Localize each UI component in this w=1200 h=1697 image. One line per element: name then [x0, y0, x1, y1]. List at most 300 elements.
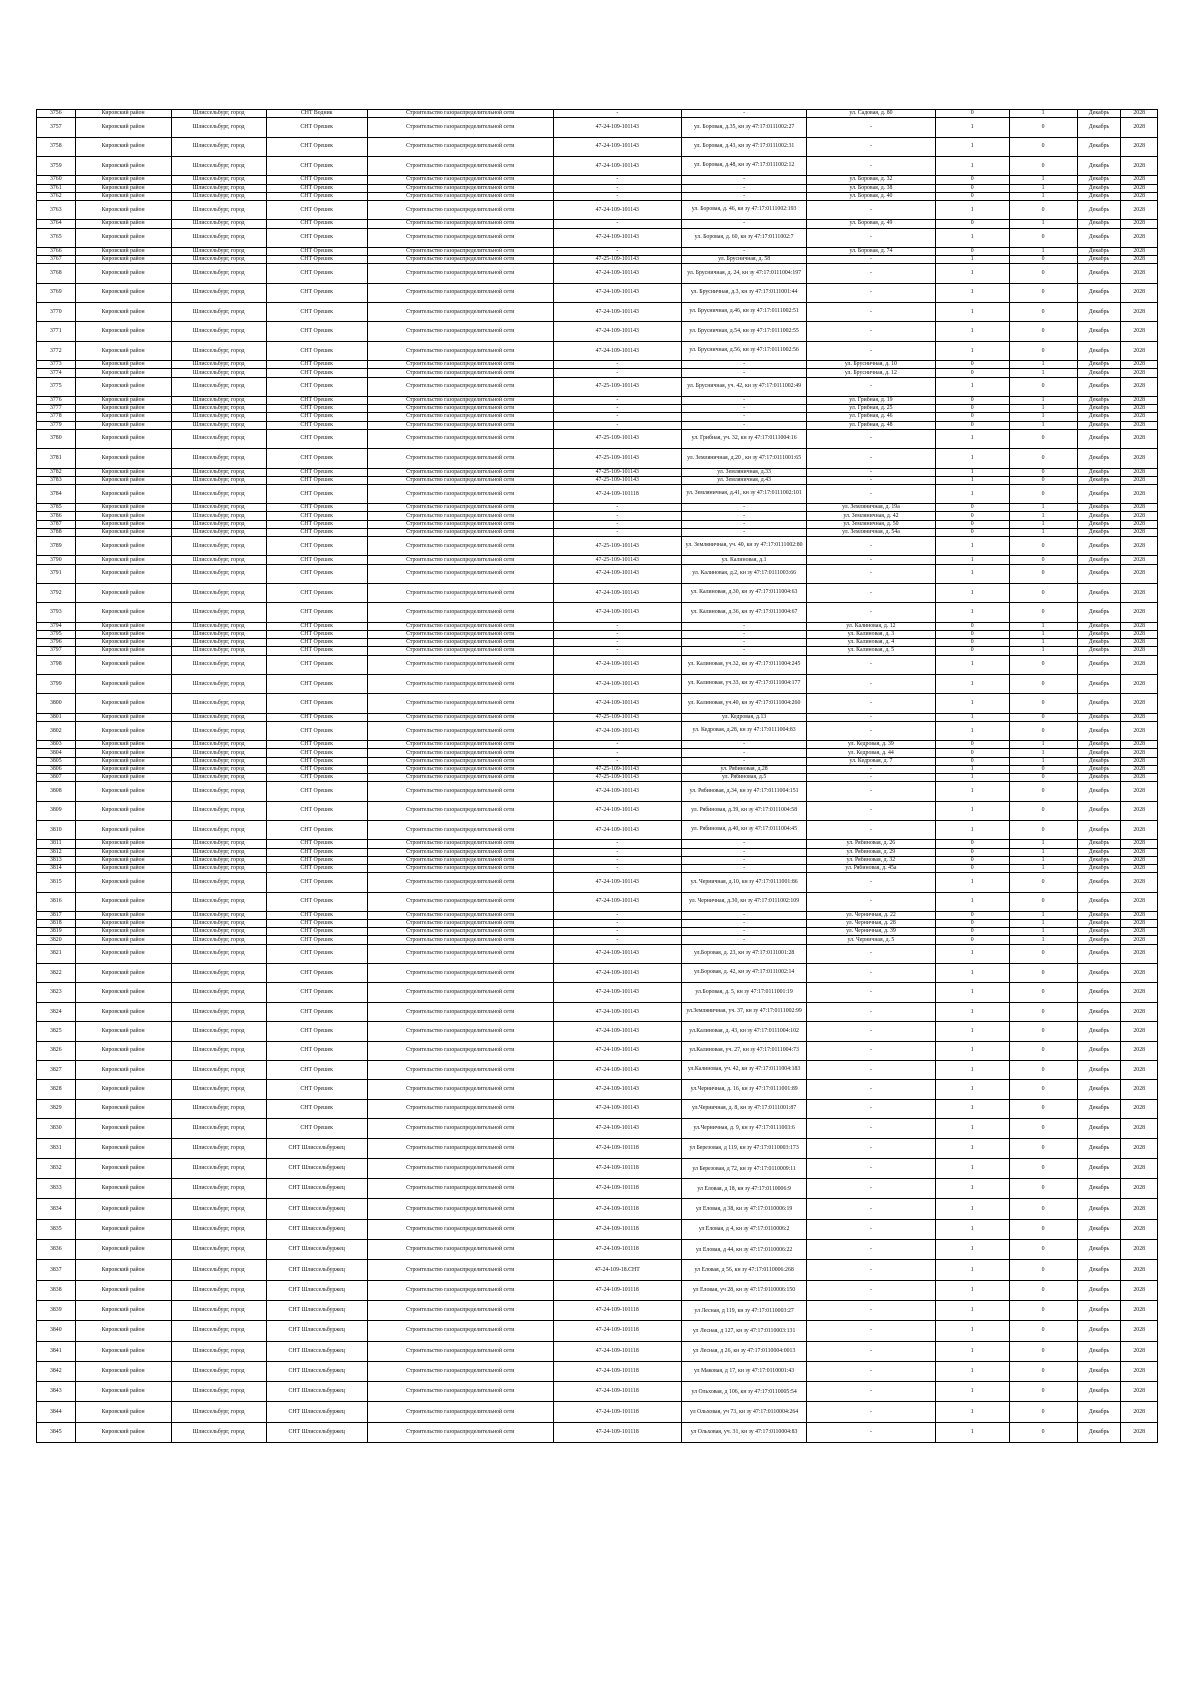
- cell-object-code: -: [553, 864, 681, 872]
- cell-row-number: 3813: [37, 856, 76, 864]
- cell-settlement: Шлиссельбург, город: [171, 303, 266, 322]
- table-row: [37, 421, 1158, 429]
- cell-month: Декабрь: [1077, 484, 1121, 503]
- cell-month: Декабрь: [1077, 341, 1121, 360]
- cell-object-code: -: [553, 405, 681, 413]
- cell-count-gasified: 1: [935, 1300, 1009, 1320]
- cell-row-number: 3786: [37, 512, 76, 520]
- cell-snt-name: СНТ Орешек: [266, 1061, 367, 1080]
- cell-year: 2028: [1121, 928, 1158, 936]
- cell-district: Кировский район: [75, 1099, 171, 1118]
- cell-count-pending: 1: [1009, 512, 1077, 520]
- cell-address-gasified: ул Ольховая, д 106, кн зу 47:17:0110005:54: [681, 1382, 806, 1402]
- cell-object-code: 47-24-109-101118: [553, 1280, 681, 1300]
- cell-snt-name: СНТ Шлиссельбуржец: [266, 1402, 367, 1422]
- cell-row-number: 3761: [37, 184, 76, 192]
- cell-work-type: Строительство газораспределительной сети: [367, 1341, 553, 1361]
- table-row: [37, 429, 1158, 448]
- table-row: [37, 200, 1158, 219]
- cell-work-type: Строительство газораспределительной сети: [367, 1321, 553, 1341]
- cell-address-gasified: ул Еловая, д 38, кн зу 47:17:0110006:19: [681, 1199, 806, 1219]
- cell-settlement: Шлиссельбург, город: [171, 584, 266, 603]
- cell-address-pending: ул. Земляничная, д. 50: [807, 520, 935, 528]
- cell-address-gasified: -: [681, 361, 806, 369]
- cell-year: 2028: [1121, 1138, 1158, 1158]
- cell-address-gasified: ул.Черничная, д. 16, кн зу 47:17:0111001:89: [681, 1080, 806, 1099]
- cell-count-pending: 1: [1009, 184, 1077, 192]
- cell-district: Кировский район: [75, 1321, 171, 1341]
- cell-count-pending: 1: [1009, 630, 1077, 638]
- cell-address-pending: ул. Черничная, д. 28: [807, 920, 935, 928]
- cell-work-type: Строительство газораспределительной сети: [367, 528, 553, 536]
- cell-address-gasified: -: [681, 405, 806, 413]
- cell-count-gasified: 1: [935, 1041, 1009, 1060]
- cell-count-pending: 0: [1009, 200, 1077, 219]
- table-row: [37, 622, 1158, 630]
- table-row: [37, 405, 1158, 413]
- cell-settlement: Шлиссельбург, город: [171, 873, 266, 892]
- cell-settlement: Шлиссельбург, город: [171, 1119, 266, 1138]
- cell-work-type: Строительство газораспределительной сети: [367, 137, 553, 156]
- cell-count-pending: 0: [1009, 537, 1077, 556]
- cell-address-pending: ул. Садовая, д. 80: [807, 110, 935, 118]
- cell-year: 2028: [1121, 741, 1158, 749]
- cell-year: 2028: [1121, 468, 1158, 476]
- cell-year: 2028: [1121, 1260, 1158, 1280]
- cell-year: 2028: [1121, 1080, 1158, 1099]
- cell-address-pending: -: [807, 228, 935, 247]
- cell-work-type: Строительство газораспределительной сети: [367, 156, 553, 175]
- cell-count-gasified: 1: [935, 429, 1009, 448]
- cell-object-code: 47-24-109-101143: [553, 1041, 681, 1060]
- cell-work-type: Строительство газораспределительной сети: [367, 1119, 553, 1138]
- cell-snt-name: СНТ Орешек: [266, 964, 367, 983]
- table-row: [37, 1382, 1158, 1402]
- cell-address-pending: -: [807, 1219, 935, 1239]
- cell-count-pending: 0: [1009, 1260, 1077, 1280]
- cell-address-pending: -: [807, 1002, 935, 1021]
- cell-district: Кировский район: [75, 484, 171, 503]
- cell-object-code: -: [553, 856, 681, 864]
- cell-month: Декабрь: [1077, 1002, 1121, 1021]
- cell-work-type: Строительство газораспределительной сети: [367, 983, 553, 1002]
- cell-count-pending: 0: [1009, 1341, 1077, 1361]
- table-row: [37, 564, 1158, 583]
- cell-district: Кировский район: [75, 584, 171, 603]
- cell-settlement: Шлиссельбург, город: [171, 1341, 266, 1361]
- table-row: [37, 911, 1158, 919]
- table-row: [37, 694, 1158, 713]
- cell-year: 2028: [1121, 1179, 1158, 1199]
- cell-count-gasified: 1: [935, 782, 1009, 801]
- table-row: [37, 1080, 1158, 1099]
- cell-month: Декабрь: [1077, 856, 1121, 864]
- cell-address-pending: ул. Кедровая, д. 44: [807, 749, 935, 757]
- cell-object-code: 47-25-109-101143: [553, 765, 681, 773]
- cell-row-number: 3768: [37, 264, 76, 283]
- cell-count-gasified: 0: [935, 622, 1009, 630]
- cell-object-code: 47-24-109-101143: [553, 603, 681, 622]
- cell-settlement: Шлиссельбург, город: [171, 920, 266, 928]
- cell-settlement: Шлиссельбург, город: [171, 639, 266, 647]
- cell-month: Декабрь: [1077, 920, 1121, 928]
- cell-address-gasified: ул. Земляничная, д.43: [681, 476, 806, 484]
- cell-address-pending: -: [807, 1099, 935, 1118]
- cell-snt-name: СНТ Орешек: [266, 256, 367, 264]
- cell-month: Декабрь: [1077, 377, 1121, 396]
- cell-year: 2028: [1121, 1041, 1158, 1060]
- cell-object-code: 47-24-109-101143: [553, 782, 681, 801]
- cell-address-pending: ул. Калиновая, д. 4: [807, 639, 935, 647]
- cell-work-type: Строительство газораспределительной сети: [367, 944, 553, 963]
- cell-month: Декабрь: [1077, 928, 1121, 936]
- cell-object-code: 47-25-109-101143: [553, 468, 681, 476]
- cell-year: 2028: [1121, 1300, 1158, 1320]
- cell-district: Кировский район: [75, 377, 171, 396]
- cell-work-type: Строительство газораспределительной сети: [367, 694, 553, 713]
- cell-count-pending: 1: [1009, 396, 1077, 404]
- cell-year: 2028: [1121, 1099, 1158, 1118]
- cell-address-gasified: -: [681, 220, 806, 228]
- cell-month: Декабрь: [1077, 192, 1121, 200]
- cell-district: Кировский район: [75, 840, 171, 848]
- cell-settlement: Шлиссельбург, город: [171, 537, 266, 556]
- cell-snt-name: СНТ Орешек: [266, 873, 367, 892]
- cell-month: Декабрь: [1077, 429, 1121, 448]
- cell-row-number: 3780: [37, 429, 76, 448]
- table-row: [37, 322, 1158, 341]
- table-row: [37, 413, 1158, 421]
- cell-year: 2028: [1121, 429, 1158, 448]
- cell-address-pending: -: [807, 821, 935, 840]
- cell-count-gasified: 0: [935, 192, 1009, 200]
- cell-count-gasified: 1: [935, 200, 1009, 219]
- cell-district: Кировский район: [75, 220, 171, 228]
- cell-row-number: 3839: [37, 1300, 76, 1320]
- cell-settlement: Шлиссельбург, город: [171, 1199, 266, 1219]
- table-row: [37, 774, 1158, 782]
- cell-address-gasified: -: [681, 856, 806, 864]
- cell-work-type: Строительство газораспределительной сети: [367, 964, 553, 983]
- cell-count-pending: 1: [1009, 413, 1077, 421]
- cell-snt-name: СНТ Орешек: [266, 413, 367, 421]
- cell-district: Кировский район: [75, 1300, 171, 1320]
- cell-snt-name: СНТ Орешек: [266, 749, 367, 757]
- cell-snt-name: СНТ Орешек: [266, 369, 367, 377]
- cell-row-number: 3833: [37, 1179, 76, 1199]
- cell-work-type: Строительство газораспределительной сети: [367, 801, 553, 820]
- cell-count-pending: 0: [1009, 964, 1077, 983]
- cell-work-type: Строительство газораспределительной сети: [367, 283, 553, 302]
- cell-month: Декабрь: [1077, 1061, 1121, 1080]
- cell-address-pending: -: [807, 322, 935, 341]
- cell-year: 2028: [1121, 1061, 1158, 1080]
- cell-year: 2028: [1121, 757, 1158, 765]
- cell-address-gasified: ул. Калиновая, уч.40, кн зу 47:17:0111004:260: [681, 694, 806, 713]
- cell-object-code: 47-24-109-101118: [553, 1382, 681, 1402]
- cell-count-gasified: 1: [935, 537, 1009, 556]
- cell-count-pending: 0: [1009, 1138, 1077, 1158]
- cell-settlement: Шлиссельбург, город: [171, 856, 266, 864]
- cell-month: Декабрь: [1077, 655, 1121, 674]
- cell-work-type: Строительство газораспределительной сети: [367, 341, 553, 360]
- cell-district: Кировский район: [75, 468, 171, 476]
- cell-snt-name: СНТ Водник: [266, 110, 367, 118]
- cell-address-gasified: ул Маковая, д 17, кн зу 47:17:0110001:43: [681, 1361, 806, 1381]
- cell-address-gasified: ул.Калиновая, д. 43, кн зу 47:17:0111004:102: [681, 1022, 806, 1041]
- table-row: [37, 1219, 1158, 1239]
- cell-count-pending: 1: [1009, 864, 1077, 872]
- cell-year: 2028: [1121, 322, 1158, 341]
- table-row: [37, 1099, 1158, 1118]
- cell-snt-name: СНТ Шлиссельбуржец: [266, 1300, 367, 1320]
- cell-district: Кировский район: [75, 928, 171, 936]
- cell-settlement: Шлиссельбург, город: [171, 369, 266, 377]
- cell-address-gasified: -: [681, 520, 806, 528]
- cell-count-gasified: 1: [935, 584, 1009, 603]
- cell-district: Кировский район: [75, 341, 171, 360]
- cell-row-number: 3841: [37, 1341, 76, 1361]
- cell-month: Декабрь: [1077, 1199, 1121, 1219]
- cell-settlement: Шлиссельбург, город: [171, 964, 266, 983]
- cell-snt-name: СНТ Орешек: [266, 361, 367, 369]
- cell-row-number: 3827: [37, 1061, 76, 1080]
- cell-district: Кировский район: [75, 774, 171, 782]
- cell-address-gasified: -: [681, 396, 806, 404]
- cell-count-pending: 0: [1009, 118, 1077, 137]
- cell-address-gasified: -: [681, 757, 806, 765]
- table-row: [37, 848, 1158, 856]
- cell-count-pending: 1: [1009, 840, 1077, 848]
- cell-address-pending: -: [807, 1361, 935, 1381]
- cell-settlement: Шлиссельбург, город: [171, 137, 266, 156]
- cell-address-pending: ул. Боровая, д. 38: [807, 184, 935, 192]
- cell-row-number: 3835: [37, 1219, 76, 1239]
- cell-district: Кировский район: [75, 176, 171, 184]
- cell-settlement: Шлиссельбург, город: [171, 911, 266, 919]
- cell-object-code: -: [553, 911, 681, 919]
- cell-count-gasified: 1: [935, 694, 1009, 713]
- cell-count-pending: 0: [1009, 713, 1077, 721]
- cell-settlement: Шлиссельбург, город: [171, 674, 266, 693]
- cell-address-pending: -: [807, 468, 935, 476]
- cell-year: 2028: [1121, 936, 1158, 944]
- cell-object-code: -: [553, 622, 681, 630]
- cell-settlement: Шлиссельбург, город: [171, 928, 266, 936]
- table-row: [37, 1280, 1158, 1300]
- cell-work-type: Строительство газораспределительной сети: [367, 1240, 553, 1260]
- cell-year: 2028: [1121, 840, 1158, 848]
- cell-row-number: 3793: [37, 603, 76, 622]
- cell-count-gasified: 0: [935, 405, 1009, 413]
- cell-year: 2028: [1121, 1199, 1158, 1219]
- cell-row-number: 3829: [37, 1099, 76, 1118]
- cell-work-type: Строительство газораспределительной сети: [367, 1260, 553, 1280]
- cell-settlement: Шлиссельбург, город: [171, 1179, 266, 1199]
- cell-count-pending: 0: [1009, 484, 1077, 503]
- cell-year: 2028: [1121, 520, 1158, 528]
- cell-settlement: Шлиссельбург, город: [171, 1260, 266, 1280]
- cell-row-number: 3819: [37, 928, 76, 936]
- cell-address-pending: ул. Грибная, д. 25: [807, 405, 935, 413]
- table-row: [37, 821, 1158, 840]
- cell-address-pending: ул. Рябиновая, д. 32: [807, 856, 935, 864]
- cell-row-number: 3842: [37, 1361, 76, 1381]
- table-row: [37, 1022, 1158, 1041]
- cell-settlement: Шлиссельбург, город: [171, 421, 266, 429]
- cell-work-type: Строительство газораспределительной сети: [367, 741, 553, 749]
- cell-address-gasified: ул. Боровая, д.43, кн зу 47:17:0111002:31: [681, 137, 806, 156]
- cell-settlement: Шлиссельбург, город: [171, 247, 266, 255]
- cell-work-type: Строительство газораспределительной сети: [367, 647, 553, 655]
- cell-year: 2028: [1121, 782, 1158, 801]
- cell-district: Кировский район: [75, 1022, 171, 1041]
- cell-month: Декабрь: [1077, 840, 1121, 848]
- cell-address-pending: ул. Калиновая, д. 5: [807, 647, 935, 655]
- cell-count-pending: 0: [1009, 256, 1077, 264]
- cell-address-pending: -: [807, 774, 935, 782]
- cell-count-pending: 0: [1009, 1099, 1077, 1118]
- cell-snt-name: СНТ Орешек: [266, 694, 367, 713]
- cell-object-code: 47-24-109-101143: [553, 694, 681, 713]
- cell-count-pending: 0: [1009, 377, 1077, 396]
- cell-snt-name: СНТ Орешек: [266, 821, 367, 840]
- table-row: [37, 639, 1158, 647]
- cell-work-type: Строительство газораспределительной сети: [367, 655, 553, 674]
- table-row: [37, 369, 1158, 377]
- cell-settlement: Шлиссельбург, город: [171, 256, 266, 264]
- cell-count-pending: 0: [1009, 1321, 1077, 1341]
- cell-snt-name: СНТ Орешек: [266, 228, 367, 247]
- cell-address-pending: -: [807, 873, 935, 892]
- cell-snt-name: СНТ Орешек: [266, 528, 367, 536]
- cell-address-pending: -: [807, 118, 935, 137]
- cell-count-gasified: 0: [935, 528, 1009, 536]
- table-row: [37, 757, 1158, 765]
- cell-count-pending: 0: [1009, 1240, 1077, 1260]
- cell-count-pending: 1: [1009, 421, 1077, 429]
- cell-snt-name: СНТ Орешек: [266, 757, 367, 765]
- cell-row-number: 3767: [37, 256, 76, 264]
- cell-address-pending: -: [807, 1061, 935, 1080]
- cell-object-code: 47-25-109-101143: [553, 476, 681, 484]
- cell-work-type: Строительство газораспределительной сети: [367, 892, 553, 911]
- cell-district: Кировский район: [75, 1061, 171, 1080]
- cell-count-gasified: 1: [935, 1361, 1009, 1381]
- cell-district: Кировский район: [75, 864, 171, 872]
- table-row: [37, 856, 1158, 864]
- cell-count-gasified: 1: [935, 1321, 1009, 1341]
- cell-year: 2028: [1121, 674, 1158, 693]
- cell-address-pending: -: [807, 1119, 935, 1138]
- cell-district: Кировский район: [75, 983, 171, 1002]
- cell-address-gasified: ул Березовая, д 119, кн зу 47:17:0110003:173: [681, 1138, 806, 1158]
- cell-district: Кировский район: [75, 537, 171, 556]
- cell-month: Декабрь: [1077, 564, 1121, 583]
- cell-count-pending: 0: [1009, 1382, 1077, 1402]
- cell-year: 2028: [1121, 630, 1158, 638]
- cell-settlement: Шлиссельбург, город: [171, 1158, 266, 1178]
- cell-year: 2028: [1121, 1382, 1158, 1402]
- table-row: [37, 1361, 1158, 1381]
- cell-snt-name: СНТ Орешек: [266, 429, 367, 448]
- cell-object-code: -: [553, 110, 681, 118]
- cell-row-number: 3783: [37, 476, 76, 484]
- cell-work-type: Строительство газораспределительной сети: [367, 220, 553, 228]
- cell-work-type: Строительство газораспределительной сети: [367, 118, 553, 137]
- cell-snt-name: СНТ Орешек: [266, 603, 367, 622]
- cell-count-gasified: 1: [935, 264, 1009, 283]
- cell-year: 2028: [1121, 396, 1158, 404]
- cell-object-code: 47-24-109-101143: [553, 1080, 681, 1099]
- cell-row-number: 3823: [37, 983, 76, 1002]
- cell-district: Кировский район: [75, 944, 171, 963]
- cell-count-gasified: 1: [935, 322, 1009, 341]
- cell-snt-name: СНТ Шлиссельбуржец: [266, 1138, 367, 1158]
- cell-address-gasified: ул. Земляничная, уч. 40, кн зу 47:17:0111002:80: [681, 537, 806, 556]
- cell-address-gasified: -: [681, 528, 806, 536]
- cell-count-gasified: 0: [935, 864, 1009, 872]
- cell-count-gasified: 1: [935, 137, 1009, 156]
- cell-district: Кировский район: [75, 1158, 171, 1178]
- cell-row-number: 3787: [37, 520, 76, 528]
- cell-month: Декабрь: [1077, 1041, 1121, 1060]
- cell-count-gasified: 0: [935, 856, 1009, 864]
- cell-snt-name: СНТ Орешек: [266, 396, 367, 404]
- cell-count-pending: 0: [1009, 264, 1077, 283]
- cell-work-type: Строительство газораспределительной сети: [367, 361, 553, 369]
- cell-settlement: Шлиссельбург, город: [171, 228, 266, 247]
- cell-district: Кировский район: [75, 192, 171, 200]
- cell-snt-name: СНТ Орешек: [266, 137, 367, 156]
- table-row: [37, 1402, 1158, 1422]
- cell-district: Кировский район: [75, 303, 171, 322]
- cell-year: 2028: [1121, 1341, 1158, 1361]
- table-row: [37, 556, 1158, 564]
- cell-row-number: 3772: [37, 341, 76, 360]
- cell-district: Кировский район: [75, 911, 171, 919]
- table-row: [37, 713, 1158, 721]
- cell-work-type: Строительство газораспределительной сети: [367, 928, 553, 936]
- cell-address-gasified: ул Ольховая, уч 73, кн зу 47:17:0110004:264: [681, 1402, 806, 1422]
- cell-object-code: 47-24-109-101143: [553, 118, 681, 137]
- cell-object-code: -: [553, 757, 681, 765]
- cell-address-pending: -: [807, 782, 935, 801]
- cell-count-gasified: 1: [935, 821, 1009, 840]
- cell-work-type: Строительство газораспределительной сети: [367, 256, 553, 264]
- cell-row-number: 3844: [37, 1402, 76, 1422]
- cell-object-code: -: [553, 184, 681, 192]
- cell-district: Кировский район: [75, 396, 171, 404]
- cell-work-type: Строительство газораспределительной сети: [367, 782, 553, 801]
- cell-address-pending: -: [807, 765, 935, 773]
- cell-snt-name: СНТ Орешек: [266, 983, 367, 1002]
- table-row: [37, 520, 1158, 528]
- cell-count-pending: 1: [1009, 220, 1077, 228]
- cell-row-number: 3763: [37, 200, 76, 219]
- cell-year: 2028: [1121, 774, 1158, 782]
- cell-work-type: Строительство газораспределительной сети: [367, 584, 553, 603]
- cell-object-code: -: [553, 361, 681, 369]
- cell-work-type: Строительство газораспределительной сети: [367, 377, 553, 396]
- table-row: [37, 964, 1158, 983]
- cell-year: 2028: [1121, 873, 1158, 892]
- cell-settlement: Шлиссельбург, город: [171, 110, 266, 118]
- cell-address-pending: -: [807, 1041, 935, 1060]
- cell-object-code: 47-24-109-101118: [553, 1158, 681, 1178]
- cell-address-gasified: ул. Рябиновая, д.28: [681, 765, 806, 773]
- cell-settlement: Шлиссельбург, город: [171, 377, 266, 396]
